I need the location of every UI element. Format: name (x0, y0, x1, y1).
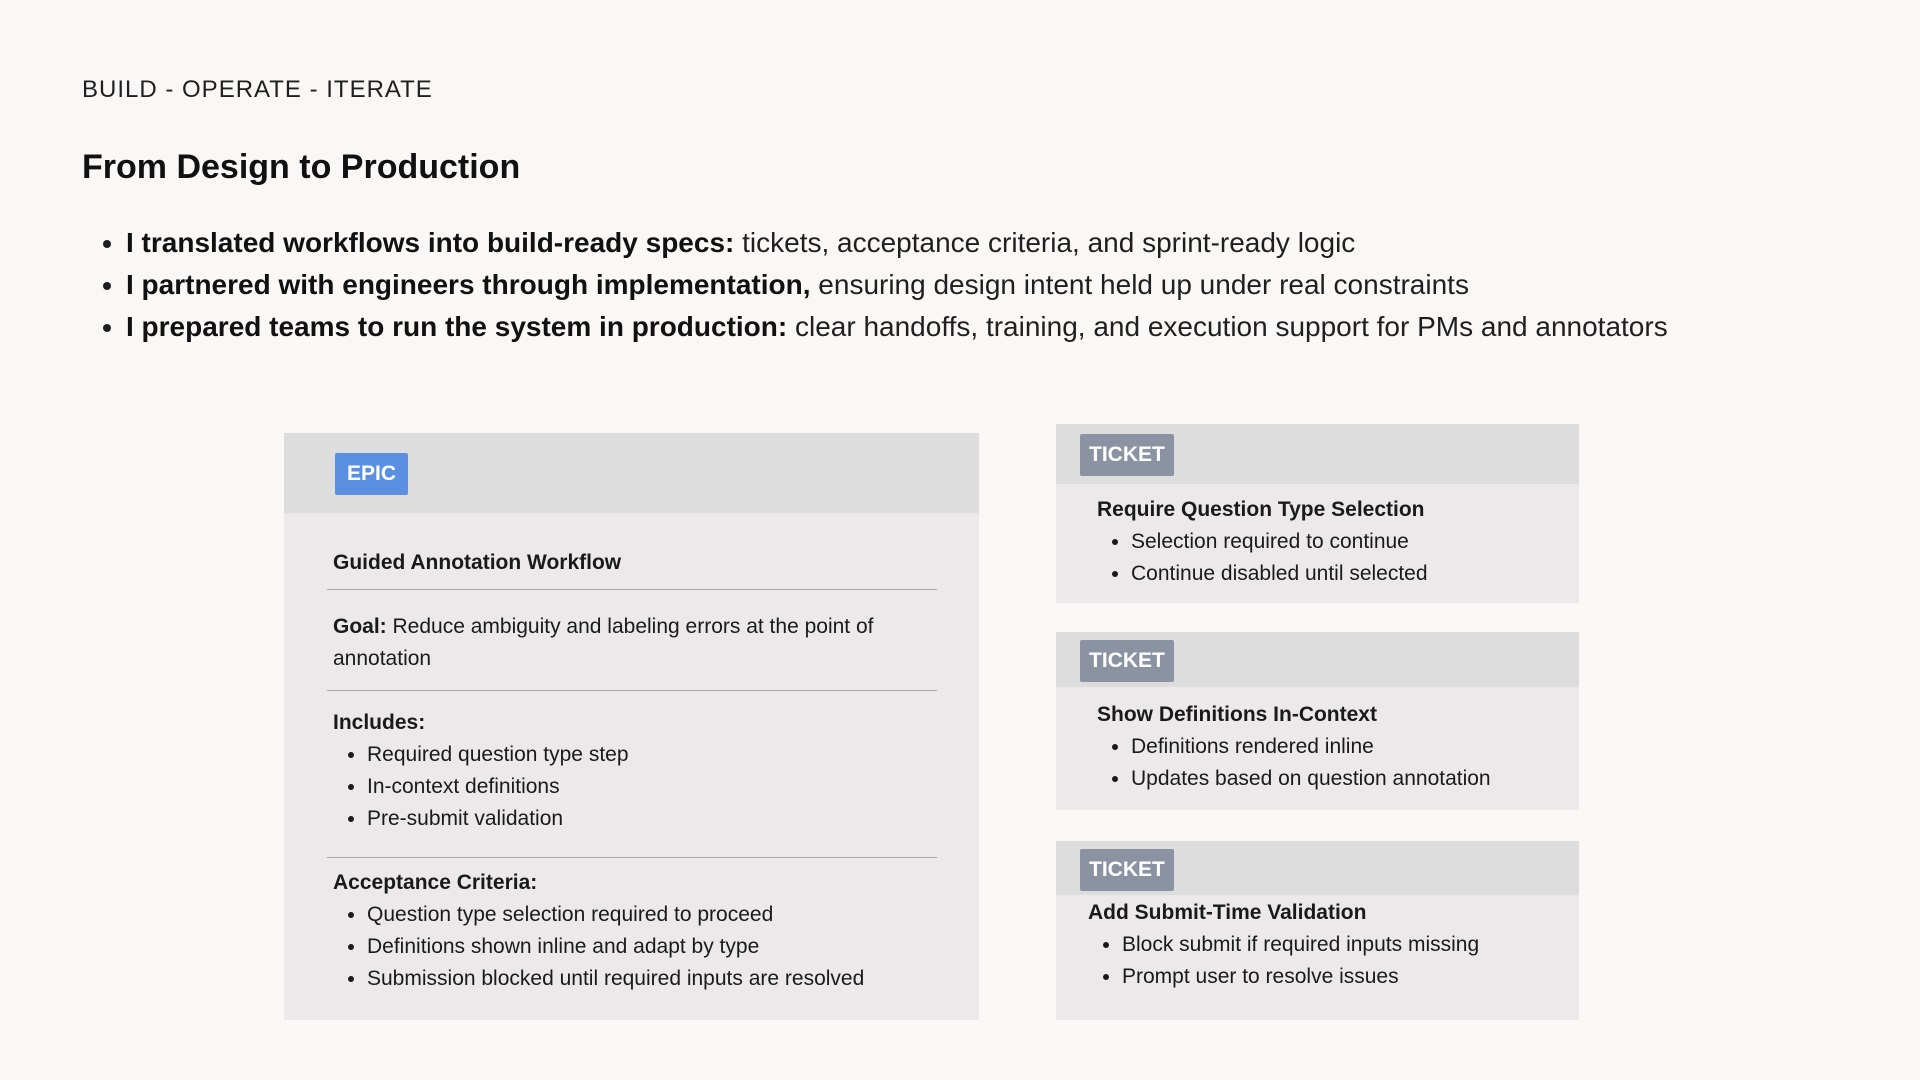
list-item: • In-context definitions (367, 771, 629, 803)
includes-label: Includes: (333, 711, 426, 734)
ticket-card (1056, 424, 1579, 603)
bullet-item (126, 264, 1668, 306)
epic-header (284, 433, 979, 513)
list-item: • Continue disabled until selected (1131, 558, 1579, 590)
summary-bullets (98, 222, 1668, 348)
acceptance-label: Acceptance Criteria: (333, 871, 538, 894)
ticket-badge: TICKET (1080, 849, 1174, 891)
bullet-text: clear handoffs, training, and execution support for PMs and annotators (787, 311, 1668, 342)
list-item: • Updates based on question annotation (1131, 763, 1579, 795)
ticket-badge: TICKET (1080, 640, 1174, 682)
epic-badge: EPIC (335, 453, 408, 495)
list-item: • Definitions shown inline and adapt by type (367, 931, 864, 963)
list-item: • Required question type step (367, 739, 629, 771)
list-item: • Prompt user to resolve issues (1122, 961, 1579, 993)
epic-card (284, 433, 979, 1020)
ticket-title: Require Question Type Selection (1097, 498, 1425, 521)
list-item: • Block submit if required inputs missing (1122, 929, 1579, 961)
bullet-bold: I prepared teams to run the system in production: (126, 311, 788, 342)
list-item: • Submission blocked until required inputs are resolved (367, 963, 864, 995)
bullet-bold: I partnered with engineers through implementation, (126, 269, 811, 300)
bullet-text: ensuring design intent held up under real constraints (810, 269, 1469, 300)
list-item: • Question type selection required to proceed (367, 899, 864, 931)
ticket-title: Show Definitions In-Context (1097, 703, 1377, 726)
divider (327, 690, 937, 691)
ticket-card (1056, 841, 1579, 1020)
divider (327, 589, 937, 590)
eyebrow: BUILD - OPERATE - ITERATE (82, 76, 433, 103)
ticket-header (1056, 841, 1579, 895)
goal-text: Reduce ambiguity and labeling errors at the point of annotation (333, 615, 874, 670)
ticket-title: Add Submit-Time Validation (1088, 901, 1367, 924)
page-title: From Design to Production (82, 148, 521, 186)
list-item: • Pre-submit validation (367, 803, 629, 835)
epic-goal (333, 611, 933, 675)
bullet-bold: I translated workflows into build-ready specs: (126, 227, 735, 258)
divider (327, 857, 937, 858)
ticket-badge: TICKET (1080, 434, 1174, 476)
epic-acceptance (333, 867, 864, 995)
ticket-header (1056, 632, 1579, 687)
goal-label: Goal: (333, 615, 387, 638)
bullet-item (126, 306, 1668, 348)
ticket-card (1056, 632, 1579, 810)
list-item: • Definitions rendered inline (1131, 731, 1579, 763)
bullet-text: tickets, acceptance criteria, and sprint-ready logic (734, 227, 1356, 258)
epic-includes (333, 707, 629, 835)
ticket-header (1056, 424, 1579, 484)
bullet-item (126, 222, 1668, 264)
list-item: • Selection required to continue (1131, 526, 1579, 558)
epic-title: Guided Annotation Workflow (333, 551, 622, 574)
